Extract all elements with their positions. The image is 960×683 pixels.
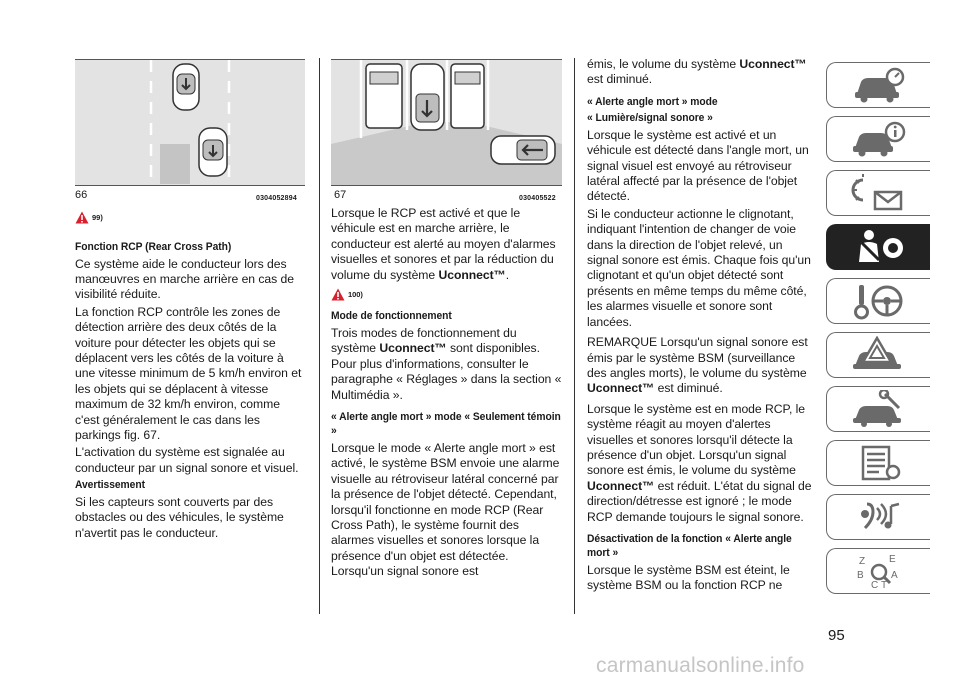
paragraph: Trois modes de fonctionnement du système Uconnect™ sont disponibles. Pour plus d'informations, consulter le paragraphe « Réglages » dans la section « Multimédia ». — [331, 325, 562, 402]
technical-data-icon — [851, 444, 907, 482]
paragraph: Si le conducteur actionne le clignotant, indiquant l'intention de changer de voie dans la direction de l'objet relevé, un signal sonore est émis. Chaque fois qu'un clignotant et qu'un objet détecté sont présents en même temps du même côté, les alarmes visuelle et sonore sont lancées. — [587, 206, 811, 329]
warning-ref-number: 99) — [92, 213, 103, 222]
section-heading: Désactivation de la fonction « Alerte angle mort » — [587, 532, 792, 560]
brand-name: Uconnect™ — [587, 381, 655, 396]
paragraph: REMARQUE Lorsqu'un signal sonore est émis par le système BSM (surveillance des angles morts), le volume du système Uconnect™ est diminué. — [587, 335, 808, 396]
section-heading: Mode de fonctionnement — [331, 310, 452, 323]
section-heading: « Lumière/signal sonore » — [587, 112, 713, 125]
alphabetical-index-icon — [851, 552, 907, 590]
warning-triangle-icon — [331, 288, 345, 301]
figure-67-rear-cross-path-diagram — [331, 59, 562, 186]
tab-alphabetical-index[interactable] — [826, 548, 930, 594]
warning-ref-number: 100) — [348, 290, 363, 300]
index-letter: T — [880, 580, 887, 590]
car-dashboard-icon — [851, 66, 907, 104]
paragraph: Lorsque le système BSM est éteint, le système BSM ou la fonction RCP ne — [587, 562, 790, 593]
index-letter: A — [890, 570, 898, 581]
paragraph: Ce système aide le conducteur lors des manœuvres en marche arrière en cas de visibilité réduite. — [75, 256, 294, 302]
paragraph: L'activation du système est signalée au conducteur par un signal sonore et visuel. — [75, 445, 299, 475]
tab-maintenance[interactable] — [826, 386, 930, 432]
brand-name: Uconnect™ — [587, 478, 655, 493]
car-maintenance-icon — [851, 390, 907, 428]
index-letter: B — [856, 570, 864, 581]
index-letter: Z — [858, 556, 865, 567]
tab-safety[interactable] — [826, 224, 930, 270]
section-heading: Avertissement — [75, 479, 145, 492]
index-letter: C — [870, 580, 878, 590]
figure-number: 66 — [75, 189, 88, 201]
paragraph: Lorsque le mode « Alerte angle mort » est activé, le système BSM envoie une alarme visuelle au rétroviseur latéral concerné par la présence de l'objet détecté. Cependant, lorsqu'il fonctionne en mode RCP (Rear Cross Path), le système fournit des alarmes visuelles et sonores lorsque la présence d'un objet est détectée. Lorsqu'un signal sonore est — [331, 440, 560, 579]
tab-dashboard[interactable] — [826, 62, 930, 108]
text-column-3 — [587, 57, 817, 596]
figure-66-caption — [75, 189, 87, 201]
text-column-2 — [331, 206, 563, 582]
key-steering-wheel-icon — [851, 282, 907, 320]
seatbelt-airbag-icon — [851, 228, 907, 266]
tab-starting-driving[interactable] — [826, 278, 930, 324]
section-heading: « Alerte angle mort » mode « Seulement témoin » — [331, 410, 561, 438]
column-divider — [319, 58, 320, 614]
section-heading: « Alerte angle mort » mode — [587, 95, 718, 108]
car-emergency-icon — [851, 336, 907, 374]
page-number: 95 — [828, 627, 845, 644]
column-divider — [574, 58, 575, 614]
paragraph: Lorsque le système est activé et un véhicule est détecté dans l'angle mort, un signal visuel est envoyé au rétroviseur latéral affecté par la présence de l'objet détecté. — [587, 127, 809, 204]
figure-number: 67 — [334, 189, 347, 201]
watermark: carmanualsonline.info — [596, 654, 805, 677]
paragraph: émis, le volume du système Uconnect™ est diminué. — [587, 57, 807, 87]
tab-emergency[interactable] — [826, 332, 930, 378]
text-column-1 — [75, 233, 307, 543]
index-letter: E — [888, 554, 896, 565]
warning-reference — [75, 211, 103, 224]
multimedia-icon — [851, 498, 907, 536]
paragraph: Lorsque le système est en mode RCP, le système réagit au moyen d'alertes visuelles et sonores lorsqu'il détecte la présence d'un objet. Lorsqu'un signal sonore est émis, le volume du système Uconnect™ est réduit. L'état du signal de direction/détresse est ignoré ; le mode RCP demande toujours le signal sonore. — [587, 401, 812, 524]
figure-67-caption — [334, 189, 346, 201]
warning-reference — [331, 287, 563, 302]
figure-66-code: 0304052894 — [256, 195, 297, 202]
lights-message-icon — [851, 174, 907, 212]
tab-lights-messages[interactable] — [826, 170, 930, 216]
brand-name: Uconnect™ — [379, 341, 447, 356]
car-info-icon — [851, 120, 907, 158]
paragraph: Si les capteurs sont couverts par des obstacles ou des véhicules, le système n'avertit pas le conducteur. — [75, 494, 284, 540]
warning-triangle-icon — [75, 211, 89, 224]
brand-name: Uconnect™ — [438, 267, 506, 282]
tab-technical-data[interactable] — [826, 440, 930, 486]
paragraph: La fonction RCP contrôle les zones de détection arrière des deux côtés de la voiture pour détecter les objets qui se déplacent vers les côtés de la voiture à une vitesse minimum de 5 km/h environ et les objets qui se déplacent à vitesse maximum de 32 km/h environ, comme c'est généralement le cas dans les parkings fig. 67. — [75, 304, 302, 442]
figure-66-blind-spot-diagram — [75, 59, 305, 186]
brand-name: Uconnect™ — [739, 57, 807, 71]
blind-spot-illustration — [75, 60, 305, 186]
paragraph: Lorsque le RCP est activé et que le véhicule est en marche arrière, le conducteur est alerté au moyen d'alarmes visuelles et sonores et par la réduction du volume du système Uconnect™. — [331, 206, 556, 282]
tab-car-info[interactable] — [826, 116, 930, 162]
section-heading: Fonction RCP (Rear Cross Path) — [75, 241, 232, 253]
figure-67-code: 030405522 — [519, 195, 556, 202]
rear-cross-path-illustration — [331, 60, 562, 186]
tab-multimedia[interactable] — [826, 494, 930, 540]
